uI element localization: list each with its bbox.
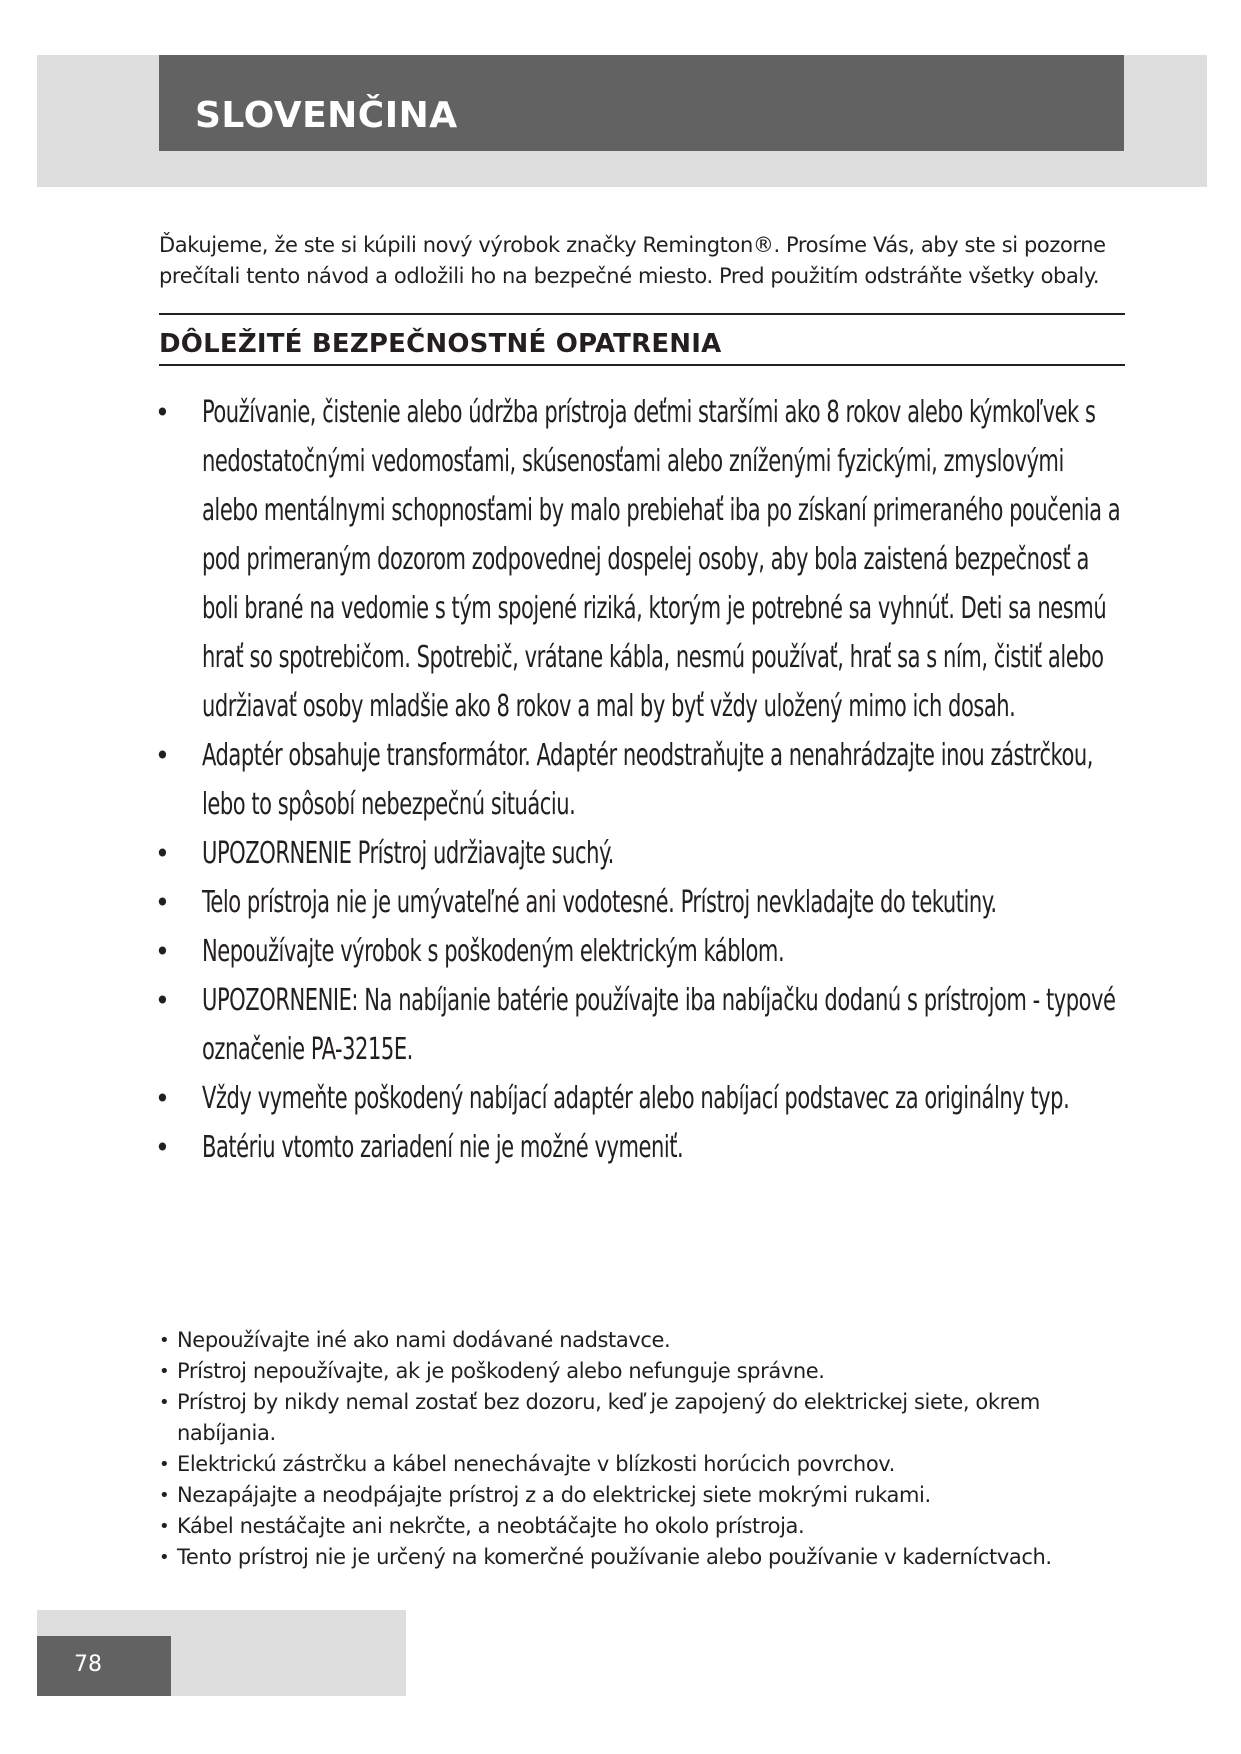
list-item: • Používanie, čistenie alebo údržba prístroja deťmi staršími ako 8 rokov alebo kýmkoľvek s nedostatočnými vedomosťami, skúsenosťami alebo zníženými fyzickými, zmyslovými alebo mentálnymi schopnosťami by malo prebiehať iba po získaní primeraného poučenia a pod primeraným dozorom zodpovednej dospelej osoby, aby bola zaistená bezpečnosť a boli brané na vedomie s tým spojené riziká, ktorým je potrebné sa vyhnúť. Deti sa nesmú hrať so spotrebičom. Spotrebič, vrátane kábla, nesmú používať, hrať sa s ním, čistiť alebo udržiavať osoby mladšie ako 8 rokov a mal by byť vždy uložený mimo ich dosah.: [155, 388, 1140, 731]
safety-list-small: [159, 1325, 1119, 1573]
list-item: • Nepoužívajte iné ako nami dodávané nadstavce.: [159, 1325, 1119, 1356]
section-rule-bottom: [159, 364, 1125, 366]
list-item: • Vždy vymeňte poškodený nabíjací adaptér alebo nabíjací podstavec za originálny typ.: [155, 1074, 1140, 1123]
footer-tab: [37, 1636, 171, 1696]
list-item: • Telo prístroja nie je umývateľné ani vodotesné. Prístroj nevkladajte do tekutiny.: [155, 878, 1140, 927]
list-item: • Prístroj by nikdy nemal zostať bez dozoru, keď je zapojený do elektrickej siete, okrem nabíjania.: [159, 1387, 1119, 1449]
safety-list-large: [155, 388, 1140, 1172]
list-item: • Batériu vtomto zariadení nie je možné vymeniť.: [155, 1123, 1140, 1172]
list-item: • UPOZORNENIE: Na nabíjanie batérie používajte iba nabíjačku dodanú s prístrojom - typové označenie PA-3215E.: [155, 976, 1140, 1074]
list-item: • Kábel nestáčajte ani nekrčte, a neobtáčajte ho okolo prístroja.: [159, 1511, 1119, 1542]
list-item: • Elektrickú zástrčku a kábel nenechávajte v blízkosti horúcich povrchov.: [159, 1449, 1119, 1480]
list-item: • Adaptér obsahuje transformátor. Adaptér neodstraňujte a nenahrádzajte inou zástrčkou, lebo to spôsobí nebezpečnú situáciu.: [155, 731, 1140, 829]
list-item: • Nezapájajte a neodpájajte prístroj z a do elektrickej siete mokrými rukami.: [159, 1480, 1119, 1511]
list-item: • Nepoužívajte výrobok s poškodeným elektrickým káblom.: [155, 927, 1140, 976]
list-item: • UPOZORNENIE Prístroj udržiavajte suchý.: [155, 829, 1140, 878]
page-number: 78: [74, 1652, 102, 1677]
section-rule-top: [159, 313, 1125, 315]
page-title: SLOVENČINA: [195, 95, 458, 136]
section-title: DÔLEŽITÉ BEZPEČNOSTNÉ OPATRENIA: [159, 329, 722, 359]
list-item: • Prístroj nepoužívajte, ak je poškodený alebo nefunguje správne.: [159, 1356, 1119, 1387]
intro-paragraph: Ďakujeme, že ste si kúpili nový výrobok značky Remington®. Prosíme Vás, aby ste si pozorne prečítali tento návod a odložili ho na bezpečné miesto. Pred použitím odstráňte všetky obaly.: [159, 233, 1106, 288]
list-item: • Tento prístroj nie je určený na komerčné používanie alebo používanie v kaderníctvach.: [159, 1542, 1119, 1573]
